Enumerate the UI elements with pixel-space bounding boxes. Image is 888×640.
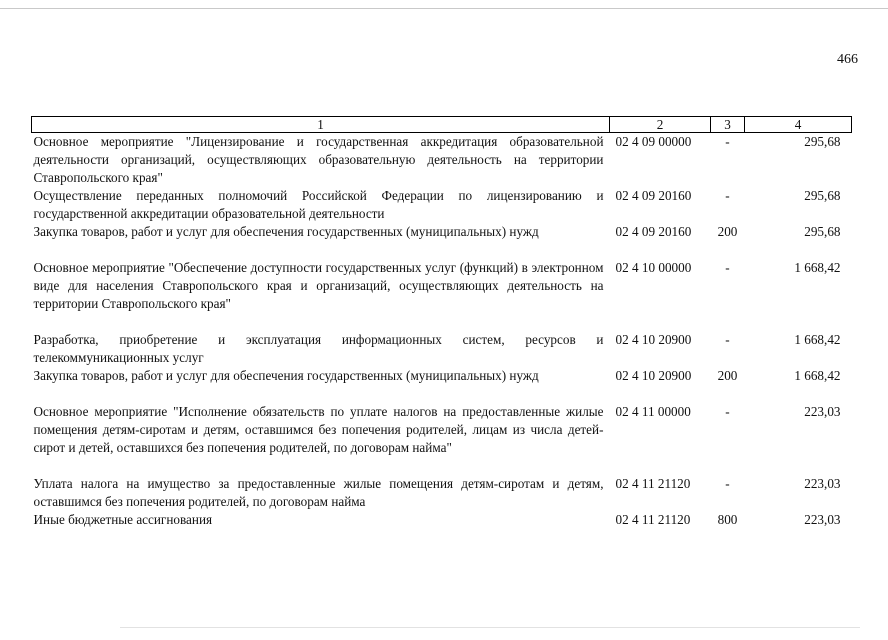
scan-edge-top [0, 8, 888, 9]
row-type: - [725, 260, 730, 275]
table-header-row [32, 117, 852, 133]
row-amount: 223,03 [804, 404, 841, 419]
table-row [32, 511, 852, 529]
row-name: Иные бюджетные ассигнования [33, 512, 213, 527]
table-row [32, 133, 852, 188]
row-code: 02 4 09 20160 [615, 188, 692, 203]
header-col-3: 3 [711, 117, 745, 133]
header-col-4: 4 [745, 117, 852, 133]
row-amount: 295,68 [804, 224, 841, 239]
row-name: Осуществление переданных полномочий Российской Федерации по лицензированию и государственной аккредитации образовательной деятельности [33, 188, 604, 221]
row-type: - [725, 476, 730, 491]
table-row [32, 331, 852, 367]
table-row [32, 403, 852, 475]
page-number: 466 [837, 52, 858, 67]
header-col-1: 1 [32, 117, 610, 133]
scan-edge-bottom [120, 627, 860, 628]
row-code: 02 4 09 20160 [615, 224, 692, 239]
budget-table [31, 116, 852, 529]
row-type: 200 [717, 224, 738, 239]
row-name: Основное мероприятие "Лицензирование и государственная аккредитация образовательной деятельности организаций, осуществляющих образовательную деятельность на территории Ставропольского края" [33, 134, 604, 185]
row-name: Закупка товаров, работ и услуг для обеспечения государственных (муниципальных) нужд [33, 368, 539, 383]
row-code: 02 4 11 21120 [615, 476, 691, 491]
row-amount: 223,03 [804, 512, 841, 527]
header-col-2: 2 [610, 117, 711, 133]
row-code: 02 4 09 00000 [615, 134, 692, 149]
row-type: - [725, 404, 730, 419]
table-row [32, 367, 852, 403]
row-type: - [725, 188, 730, 203]
row-name: Разработка, приобретение и эксплуатация информационных систем, ресурсов и телекоммуникационных услуг [33, 332, 604, 365]
table-row [32, 475, 852, 511]
row-name: Уплата налога на имущество за предоставленные жилые помещения детям-сиротам и детям, оставшимся без попечения родителей, по договорам найма [33, 476, 604, 509]
row-code: 02 4 10 20900 [615, 332, 692, 347]
row-amount: 223,03 [804, 476, 841, 491]
row-type: - [725, 332, 730, 347]
row-amount: 295,68 [804, 134, 841, 149]
row-type: - [725, 134, 730, 149]
row-code: 02 4 10 00000 [615, 260, 692, 275]
row-type: 800 [717, 512, 738, 527]
row-amount: 1 668,42 [794, 368, 841, 383]
row-name: Закупка товаров, работ и услуг для обеспечения государственных (муниципальных) нужд [33, 224, 539, 239]
row-name: Основное мероприятие "Исполнение обязательств по уплате налогов на предоставленные жилые помещения детям-сиротам и детям, оставшимся без попечения родителей, лицам из числа детей-сирот и детей, оставшихся без попечения родителей, по договорам найма" [33, 404, 604, 455]
row-amount: 295,68 [804, 188, 841, 203]
row-code: 02 4 10 20900 [615, 368, 692, 383]
table-row [32, 259, 852, 331]
row-type: 200 [717, 368, 738, 383]
table-row [32, 223, 852, 259]
row-amount: 1 668,42 [794, 260, 841, 275]
table-row [32, 187, 852, 223]
row-code: 02 4 11 21120 [615, 512, 691, 527]
row-code: 02 4 11 00000 [615, 404, 691, 419]
row-amount: 1 668,42 [794, 332, 841, 347]
row-name: Основное мероприятие "Обеспечение доступности государственных услуг (функций) в электронном виде для населения Ставропольского края и организаций, осуществляющих деятельность на территории Ставропольского края" [33, 260, 604, 311]
